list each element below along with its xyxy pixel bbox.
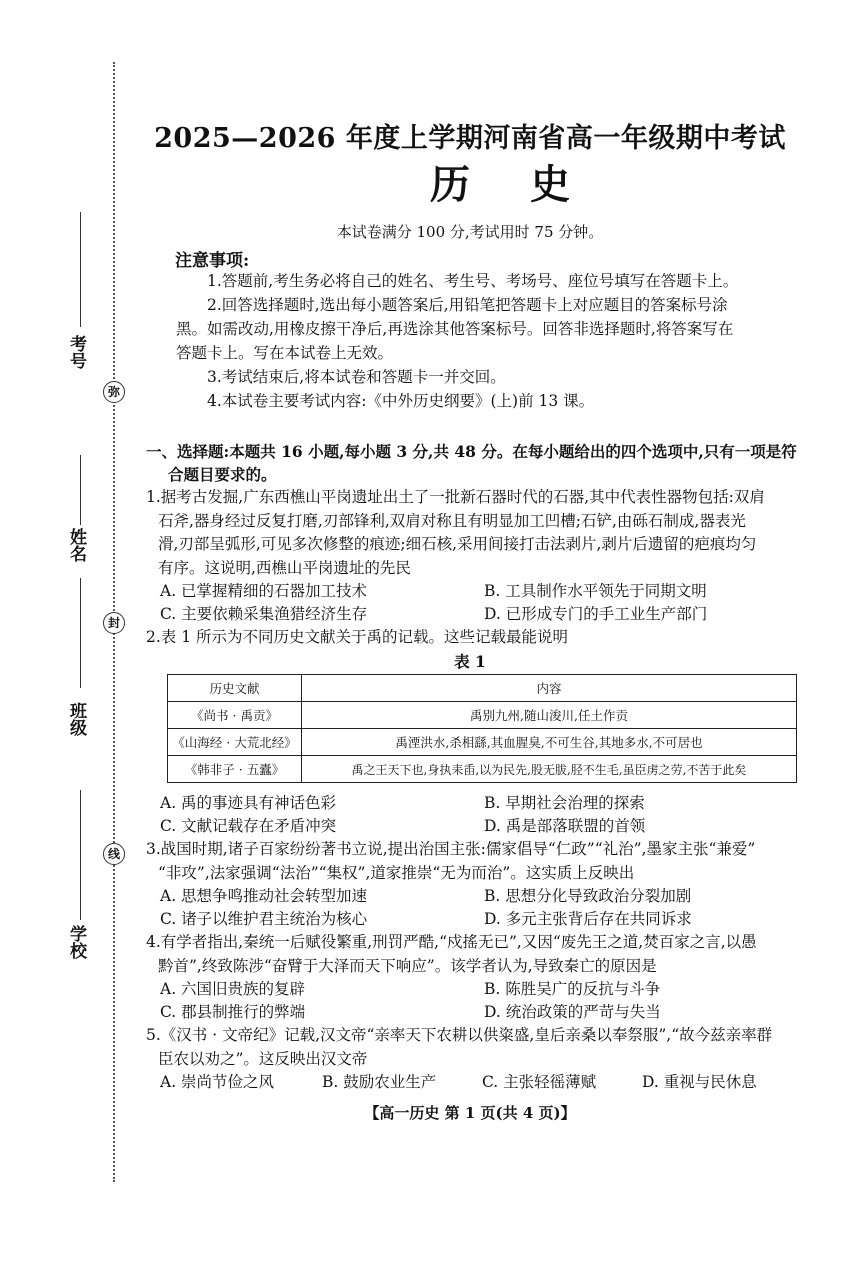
school-label: 学校 (66, 925, 86, 959)
section-heading-line1: 一、选择题:本题共 16 小题,每小题 3 分,共 48 分。在每小题给出的四个选项中,只有一项是符 (146, 442, 797, 461)
notice-item: 4.本试卷主要考试内容:《中外历史纲要》(上)前 13 课。 (207, 392, 595, 410)
question-4-option-d[interactable]: D. 统治政策的严苛与失当 (484, 1003, 661, 1021)
exam-number-underline (80, 212, 81, 327)
question-2-option-d[interactable]: D. 禹是部落联盟的首领 (484, 817, 646, 835)
notice-item: 黑。如需改动,用橡皮擦干净后,再选涂其他答案标号。回答非选择题时,将答案写在 (176, 320, 734, 338)
name-label: 姓名 (66, 528, 86, 562)
table-header-cell: 历史文献 (168, 675, 302, 702)
table-cell: 禹之王天下也,身执耒臿,以为民先,股无胈,胫不生毛,虽臣虏之劳,不苦于此矣 (302, 756, 797, 783)
question-3-option-a[interactable]: A. 思想争鸣推动社会转型加速 (160, 887, 368, 905)
question-1-option-c[interactable]: C. 主要依赖采集渔猎经济生存 (160, 605, 368, 623)
question-line: 1.据考古发掘,广东西樵山平岗遗址出土了一批新石器时代的石器,其中代表性器物包括:双肩 (146, 488, 765, 506)
question-5-option-b[interactable]: B. 鼓励农业生产 (322, 1073, 437, 1091)
table-cell: 禹湮洪水,杀相繇,其血腥臭,不可生谷,其地多水,不可居也 (302, 729, 797, 756)
question-2-option-c[interactable]: C. 文献记载存在矛盾冲突 (160, 817, 337, 835)
question-4-option-b[interactable]: B. 陈胜吴广的反抗与斗争 (484, 980, 661, 998)
subject-title: 历史 (430, 161, 630, 208)
seal-mark-feng: 封 (103, 612, 125, 634)
exam-title: 2025—2026 年度上学期河南省高一年级期中考试 (154, 123, 786, 154)
seal-mark-xian: 线 (103, 843, 125, 865)
class-label: 班级 (66, 702, 86, 736)
section-heading-line2: 合题目要求的。 (168, 465, 277, 484)
class-underline (80, 578, 81, 688)
question-3-option-b[interactable]: B. 思想分化导致政治分裂加剧 (484, 887, 692, 905)
notice-item: 3.考试结束后,将本试卷和答题卡一并交回。 (207, 368, 506, 386)
exam-number-label: 考号 (66, 335, 86, 369)
table-row (168, 702, 797, 729)
table-caption: 表 1 (454, 652, 486, 671)
records-table (167, 674, 797, 783)
question-line: 2.表 1 所示为不同历史文献关于禹的记载。这些记载最能说明 (146, 628, 569, 646)
question-line: 臣农以劝之”。这反映出汉文帝 (158, 1049, 368, 1068)
question-1-option-d[interactable]: D. 已形成专门的手工业生产部门 (484, 605, 708, 623)
school-underline (80, 790, 81, 920)
question-2-option-a[interactable]: A. 禹的事迹具有神话色彩 (160, 794, 337, 812)
question-4-option-c[interactable]: C. 郡县制推行的弊端 (160, 1003, 306, 1021)
table-cell: 禹别九州,随山浚川,任土作贡 (302, 702, 797, 729)
question-5-option-d[interactable]: D. 重视与民休息 (642, 1073, 757, 1091)
seal-mark-mi: 弥 (103, 381, 125, 403)
question-2-option-b[interactable]: B. 早期社会治理的探索 (484, 794, 645, 812)
question-line: 有序。这说明,西樵山平岗遗址的先民 (158, 558, 411, 577)
question-line: 4.有学者指出,秦统一后赋役繁重,刑罚严酷,“戍搖无已”,又因“废先王之道,焚百家之言,以愚 (146, 933, 757, 951)
question-3-stem (146, 838, 806, 885)
question-5-option-a[interactable]: A. 崇尚节俭之风 (160, 1073, 275, 1091)
table-row (168, 756, 797, 783)
notice-heading: 注意事项: (175, 251, 250, 271)
question-5-option-c[interactable]: C. 主张轻徭薄赋 (482, 1073, 597, 1091)
question-line: 5.《汉书 · 文帝纪》记载,汉文帝“亲率天下农耕以供粢盛,皇后亲桑以奉祭服”,“故今兹亲率群 (146, 1026, 773, 1044)
question-4-stem (146, 931, 806, 978)
question-5-stem (146, 1024, 806, 1071)
table-row (168, 729, 797, 756)
table-header-cell: 内容 (302, 675, 797, 702)
table-cell: 《韩非子 · 五蠹》 (168, 756, 302, 783)
table-header-row (168, 675, 797, 702)
question-line: “非攻”,法家强调“法治”“集权”,道家推崇“无为而治”。这实质上反映出 (158, 863, 635, 882)
question-2-stem (146, 626, 806, 650)
question-line: 黔首”,终致陈涉“奋臂于大泽而天下响应”。该学者认为,导致秦亡的原因是 (158, 956, 657, 975)
question-line: 石斧,器身经过反复打磨,刃部锋利,双肩对称且有明显加工凹槽;石铲,由砾石制成,器表光 (158, 511, 746, 530)
name-underline (80, 455, 81, 525)
question-line: 3.战国时期,诸子百家纷纷著书立说,提出治国主张:儒家倡导“仁政”“礼治”,墨家主张“兼爱” (146, 840, 756, 858)
table-cell: 《山海经 · 大荒北经》 (168, 729, 302, 756)
page-footer: 【高一历史 第 1 页(共 4 页)】 (364, 1104, 576, 1122)
section-heading (146, 440, 806, 486)
notice-item: 1.答题前,考生务必将自己的姓名、考生号、考场号、座位号填写在答题卡上。 (207, 272, 739, 290)
question-1-stem (146, 486, 806, 580)
question-4-option-a[interactable]: A. 六国旧贵族的复辟 (160, 980, 306, 998)
question-1-option-a[interactable]: A. 已掌握精细的石器加工技术 (160, 582, 368, 600)
notice-item: 2.回答选择题时,选出每小题答案后,用铅笔把答题卡上对应题目的答案标号涂 (207, 296, 728, 314)
table-cell: 《尚书 · 禹贡》 (168, 702, 302, 729)
question-line: 滑,刃部呈弧形,可见多次修整的痕迹;细石核,采用间接打击法剥片,剥片后遗留的疤痕均匀 (158, 535, 757, 553)
notice-item: 答题卡上。写在本试卷上无效。 (176, 344, 394, 362)
exam-info: 本试卷满分 100 分,考试用时 75 分钟。 (336, 223, 604, 241)
question-3-option-d[interactable]: D. 多元主张背后存在共同诉求 (484, 910, 692, 928)
question-1-option-b[interactable]: B. 工具制作水平领先于同期文明 (484, 582, 707, 600)
question-3-option-c[interactable]: C. 诸子以维护君主统治为核心 (160, 910, 368, 928)
